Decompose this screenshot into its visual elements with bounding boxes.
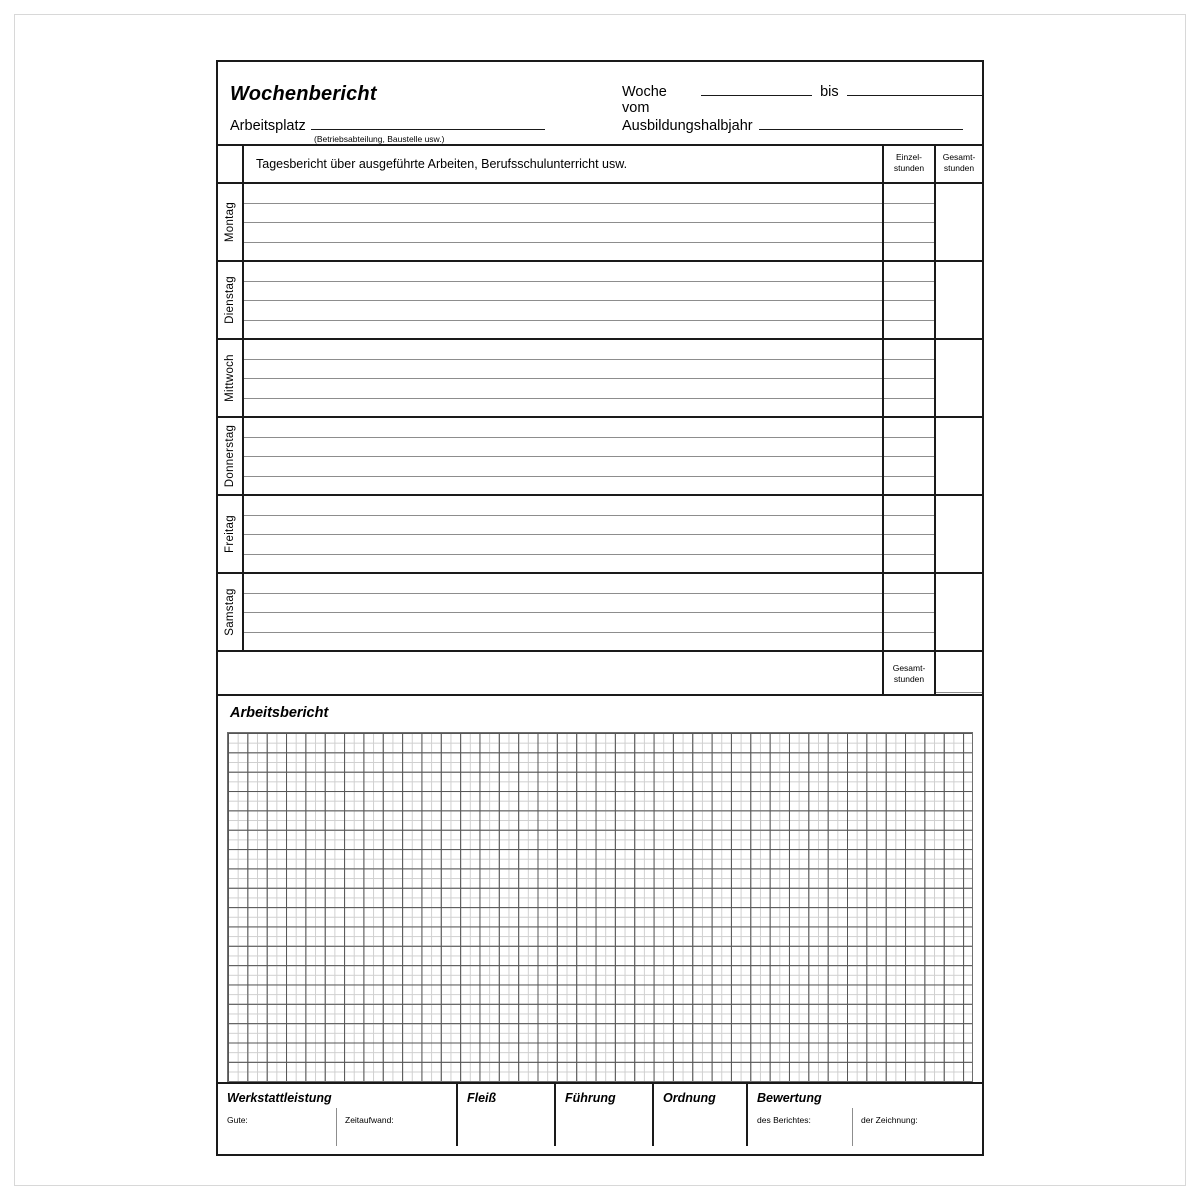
- description-column-header: [244, 146, 884, 182]
- day-row: [218, 340, 982, 418]
- der-zeichnung-label: der Zeichnung:: [861, 1115, 918, 1125]
- day-description-input[interactable]: [244, 184, 884, 260]
- des-berichtes-label: des Berichtes:: [757, 1115, 811, 1125]
- writing-rule: [884, 203, 934, 204]
- gesamtstunden-input[interactable]: [936, 496, 982, 572]
- writing-rule: [244, 593, 882, 594]
- writing-rule: [884, 300, 934, 301]
- day-row: [218, 574, 982, 652]
- ordnung-title: Ordnung: [663, 1091, 716, 1105]
- gesamtstunden-total-label-cell: [884, 652, 936, 694]
- woche-vom-input[interactable]: [701, 95, 812, 96]
- day-label-cell-freitag: [218, 496, 244, 572]
- gesamtstunden-input[interactable]: [936, 262, 982, 338]
- writing-rule: [884, 554, 934, 555]
- fleiss-title: Fleiß: [467, 1091, 497, 1105]
- gesamtstunden-summary-row: [218, 652, 982, 696]
- werkstattleistung-cell: [218, 1084, 458, 1146]
- einzelstunden-input[interactable]: [884, 340, 936, 416]
- writing-rule: [884, 593, 934, 594]
- writing-rule: [244, 281, 882, 282]
- einzelstunden-input[interactable]: [884, 574, 936, 650]
- writing-rule: [244, 612, 882, 613]
- bewertung-title: Bewertung: [757, 1091, 822, 1105]
- day-description-input[interactable]: [244, 574, 884, 650]
- fleiss-cell[interactable]: [458, 1084, 556, 1146]
- writing-rule: [244, 242, 882, 243]
- einzelstunden-column-header: [884, 146, 936, 182]
- writing-rule: [244, 359, 882, 360]
- gesamtstunden-total-label-line1: Gesamt-: [892, 663, 926, 673]
- zeitaufwand-label: Zeitaufwand:: [345, 1115, 394, 1125]
- gesamtstunden-input[interactable]: [936, 418, 982, 494]
- ausbildungshalbjahr-label: Ausbildungshalbjahr: [622, 118, 753, 134]
- gesamtstunden-total-input[interactable]: [936, 652, 982, 694]
- arbeitsplatz-field-row: [230, 118, 545, 134]
- gesamtstunden-input[interactable]: [936, 340, 982, 416]
- writing-rule: [884, 515, 934, 516]
- day-row: [218, 496, 982, 574]
- day-description-input[interactable]: [244, 496, 884, 572]
- writing-rule: [884, 476, 934, 477]
- bewertung-divider: [852, 1108, 853, 1146]
- einzelstunden-input[interactable]: [884, 262, 936, 338]
- day-rows-container: [218, 184, 982, 652]
- writing-rule: [884, 534, 934, 535]
- arbeitsplatz-hint: (Betriebsabteilung, Baustelle usw.): [314, 134, 445, 144]
- writing-rule: [244, 203, 882, 204]
- writing-rule: [884, 378, 934, 379]
- einzelstunden-header-line2: stunden: [893, 163, 925, 173]
- werkstattleistung-divider: [336, 1108, 337, 1146]
- ausbildungshalbjahr-field-row: [622, 118, 963, 134]
- gesamtstunden-header-line1: Gesamt-: [942, 152, 976, 162]
- gesamtstunden-column-header: [936, 146, 982, 182]
- writing-rule: [244, 320, 882, 321]
- arbeitsplatz-label: Arbeitsplatz: [230, 118, 306, 134]
- gesamtstunden-input[interactable]: [936, 184, 982, 260]
- writing-rule: [244, 300, 882, 301]
- fuehrung-title: Führung: [565, 1091, 616, 1105]
- writing-rule: [244, 437, 882, 438]
- day-label-column-header: [218, 146, 244, 182]
- writing-rule: [884, 320, 934, 321]
- wochenbericht-form: [216, 60, 984, 1156]
- day-label-cell-mittwoch: [218, 340, 244, 416]
- day-label: Montag: [224, 201, 236, 243]
- writing-rule: [244, 515, 882, 516]
- writing-rule: [884, 242, 934, 243]
- gesamtstunden-total-label: [884, 663, 934, 685]
- writing-rule: [884, 222, 934, 223]
- day-label-cell-dienstag: [218, 262, 244, 338]
- writing-rule: [884, 398, 934, 399]
- writing-rule: [244, 554, 882, 555]
- description-header-text: Tagesbericht über ausgeführte Arbeiten, Berufsschulunterricht usw.: [256, 157, 628, 171]
- einzelstunden-input[interactable]: [884, 418, 936, 494]
- day-label: Samstag: [224, 588, 236, 636]
- day-label: Dienstag: [224, 276, 236, 324]
- form-header: [218, 62, 982, 146]
- arbeitsbericht-grid-area[interactable]: [227, 732, 973, 1082]
- day-label-cell-samstag: [218, 574, 244, 650]
- day-description-input[interactable]: [244, 340, 884, 416]
- arbeitsbericht-title-bar: [218, 696, 982, 732]
- gesamtstunden-header-text: [936, 152, 982, 174]
- woche-field-row: [622, 84, 982, 116]
- einzelstunden-input[interactable]: [884, 184, 936, 260]
- summary-blank-cell: [218, 652, 884, 694]
- bis-label: bis: [820, 84, 839, 100]
- day-row: [218, 184, 982, 262]
- page-title: Wochenbericht: [230, 83, 377, 105]
- writing-rule: [244, 534, 882, 535]
- guete-label: Gute:: [227, 1115, 248, 1125]
- ausbildungshalbjahr-input[interactable]: [759, 129, 963, 130]
- day-row: [218, 418, 982, 496]
- woche-bis-input[interactable]: [847, 95, 982, 96]
- gesamtstunden-total-label-line2: stunden: [893, 674, 925, 684]
- einzelstunden-input[interactable]: [884, 496, 936, 572]
- writing-rule: [884, 359, 934, 360]
- writing-rule: [884, 632, 934, 633]
- arbeitsplatz-input[interactable]: [311, 129, 545, 130]
- day-label: Mittwoch: [224, 354, 236, 402]
- day-label-cell-montag: [218, 184, 244, 260]
- day-table-header: [218, 146, 982, 184]
- writing-rule: [244, 632, 882, 633]
- day-description-input[interactable]: [244, 262, 884, 338]
- writing-rule: [244, 398, 882, 399]
- writing-rule: [884, 281, 934, 282]
- day-label: Freitag: [224, 515, 236, 553]
- writing-rule: [884, 456, 934, 457]
- day-label: Donnerstag: [224, 424, 236, 488]
- gesamtstunden-input[interactable]: [936, 574, 982, 650]
- writing-rule: [244, 476, 882, 477]
- bewertung-cell: [748, 1084, 982, 1146]
- day-row: [218, 262, 982, 340]
- writing-rule: [244, 456, 882, 457]
- gesamtstunden-header-line2: stunden: [943, 163, 975, 173]
- grid-coarse-lines: [228, 733, 973, 1082]
- einzelstunden-header-line1: Einzel-: [896, 152, 922, 162]
- writing-rule: [244, 378, 882, 379]
- woche-vom-label: Woche vom: [622, 84, 667, 116]
- ordnung-cell[interactable]: [654, 1084, 748, 1146]
- day-label-cell-donnerstag: [218, 418, 244, 494]
- arbeitsbericht-title: Arbeitsbericht: [230, 705, 329, 721]
- werkstattleistung-title: Werkstattleistung: [227, 1091, 332, 1105]
- day-description-input[interactable]: [244, 418, 884, 494]
- writing-rule: [244, 222, 882, 223]
- einzelstunden-header-text: [884, 152, 934, 174]
- writing-rule: [884, 612, 934, 613]
- writing-rule: [884, 437, 934, 438]
- fuehrung-cell[interactable]: [556, 1084, 654, 1146]
- evaluation-row: [218, 1082, 982, 1146]
